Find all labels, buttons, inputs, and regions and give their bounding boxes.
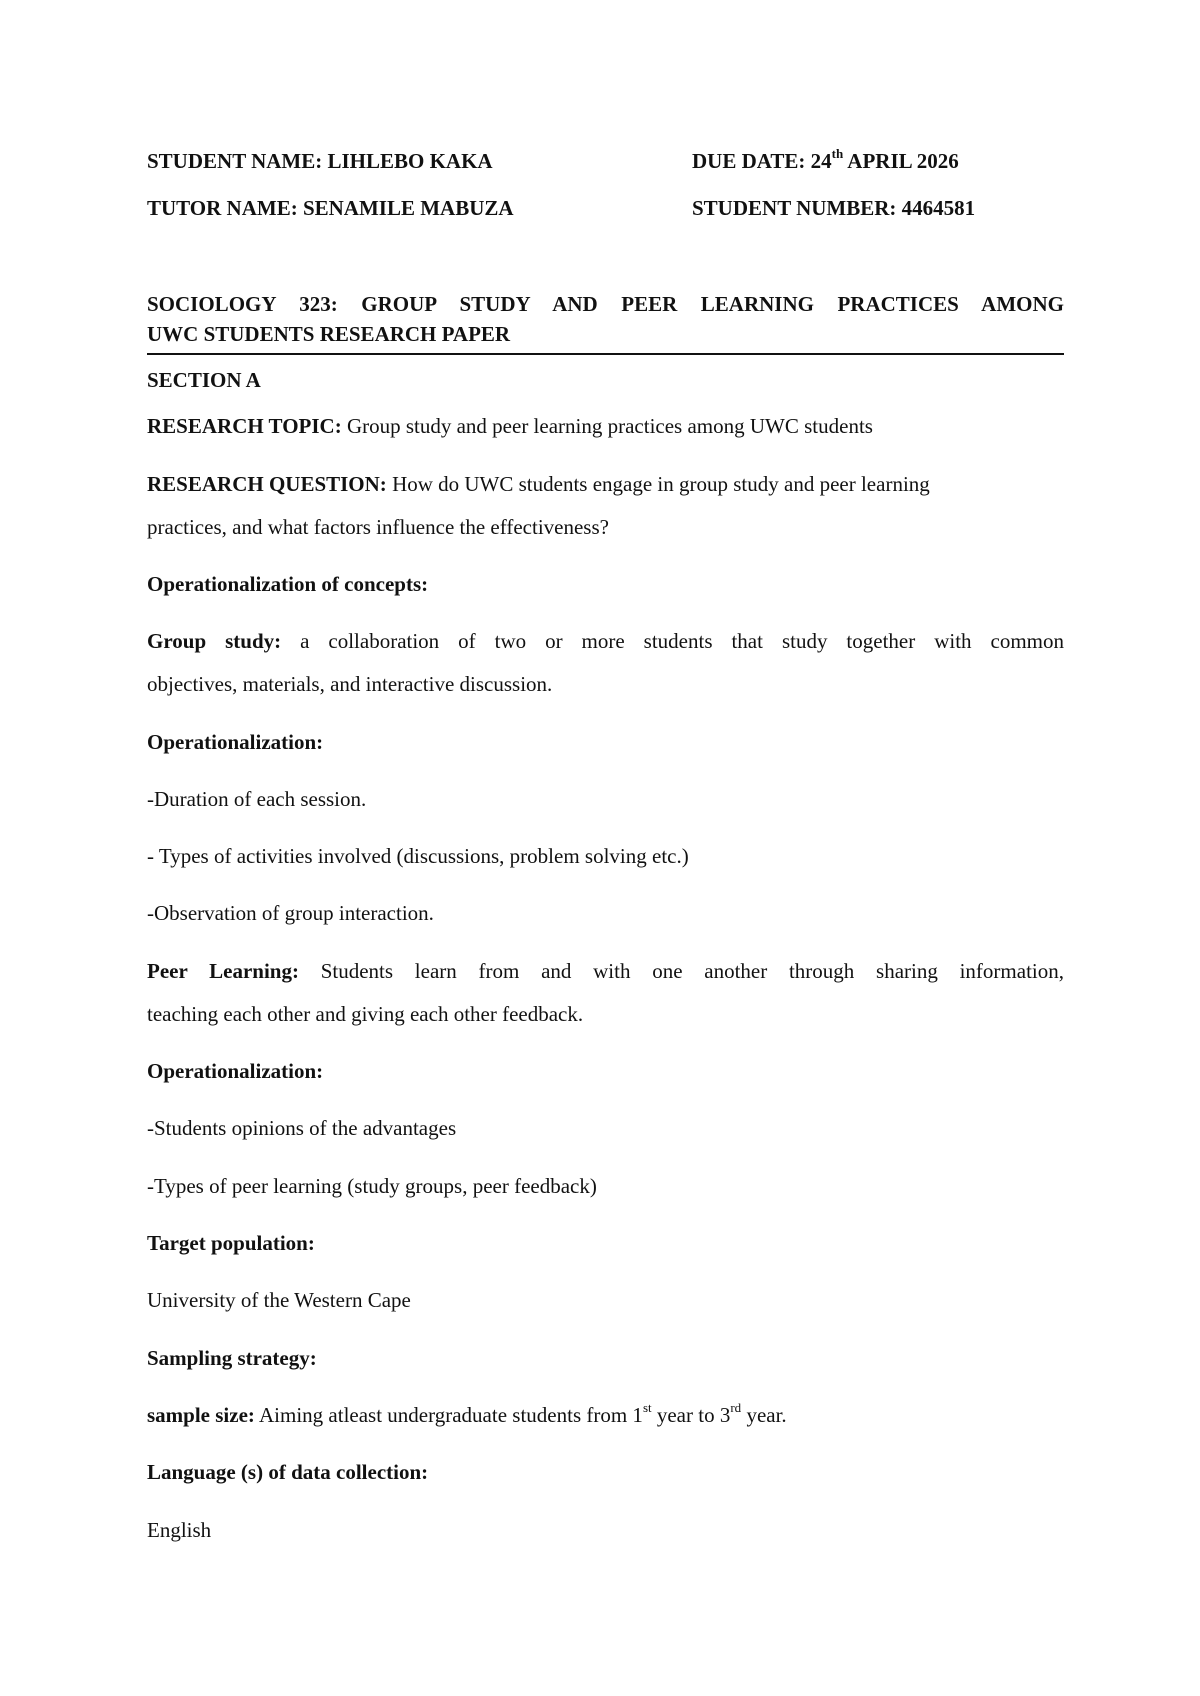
title-line-1: SOCIOLOGY 323: GROUP STUDY AND PEER LEARNING PRACTICES AMONG: [147, 292, 1064, 316]
peer-learning-definition-line-2: teaching each other and giving each other feedback.: [147, 1002, 584, 1026]
sampling-strategy-heading: Sampling strategy:: [147, 1346, 317, 1370]
section-heading: SECTION A: [147, 368, 261, 392]
group-study-definition-line-2: objectives, materials, and interactive discussion.: [147, 672, 553, 696]
group-study-item-1: -Duration of each session.: [147, 787, 367, 811]
due-date: DUE DATE: 24th APRIL 2026: [692, 146, 959, 173]
research-question-line-2: practices, and what factors influence the effectiveness?: [147, 515, 609, 539]
operationalization-heading-1: Operationalization:: [147, 730, 324, 754]
title-line-2: UWC STUDENTS RESEARCH PAPER: [147, 322, 511, 346]
language-value: English: [147, 1518, 212, 1542]
language-heading: Language (s) of data collection:: [147, 1460, 429, 1484]
document-title: [147, 289, 1064, 355]
student-name: STUDENT NAME: LIHLEBO KAKA: [147, 149, 493, 173]
peer-learning-item-1: -Students opinions of the advantages: [147, 1116, 457, 1140]
group-study-item-3: -Observation of group interaction.: [147, 901, 434, 925]
target-population-heading: Target population:: [147, 1231, 315, 1255]
operationalization-of-concepts-heading: Operationalization of concepts:: [147, 572, 429, 596]
student-number: STUDENT NUMBER: 4464581: [692, 196, 976, 220]
target-population-value: University of the Western Cape: [147, 1288, 411, 1312]
group-study-definition-line-1: Group study: a collaboration of two or more students that study together with common: [147, 629, 1064, 653]
peer-learning-item-2: -Types of peer learning (study groups, peer feedback): [147, 1174, 597, 1198]
research-question-line-1: RESEARCH QUESTION: How do UWC students engage in group study and peer learning: [147, 472, 930, 496]
tutor-name: TUTOR NAME: SENAMILE MABUZA: [147, 196, 514, 220]
sample-size: sample size: Aiming atleast undergraduate students from 1st year to 3rd year.: [147, 1400, 787, 1427]
operationalization-heading-2: Operationalization:: [147, 1059, 324, 1083]
peer-learning-definition-line-1: Peer Learning: Students learn from and with one another through sharing information,: [147, 959, 1064, 983]
research-topic: RESEARCH TOPIC: Group study and peer learning practices among UWC students: [147, 414, 873, 438]
group-study-item-2: - Types of activities involved (discussions, problem solving etc.): [147, 844, 689, 868]
